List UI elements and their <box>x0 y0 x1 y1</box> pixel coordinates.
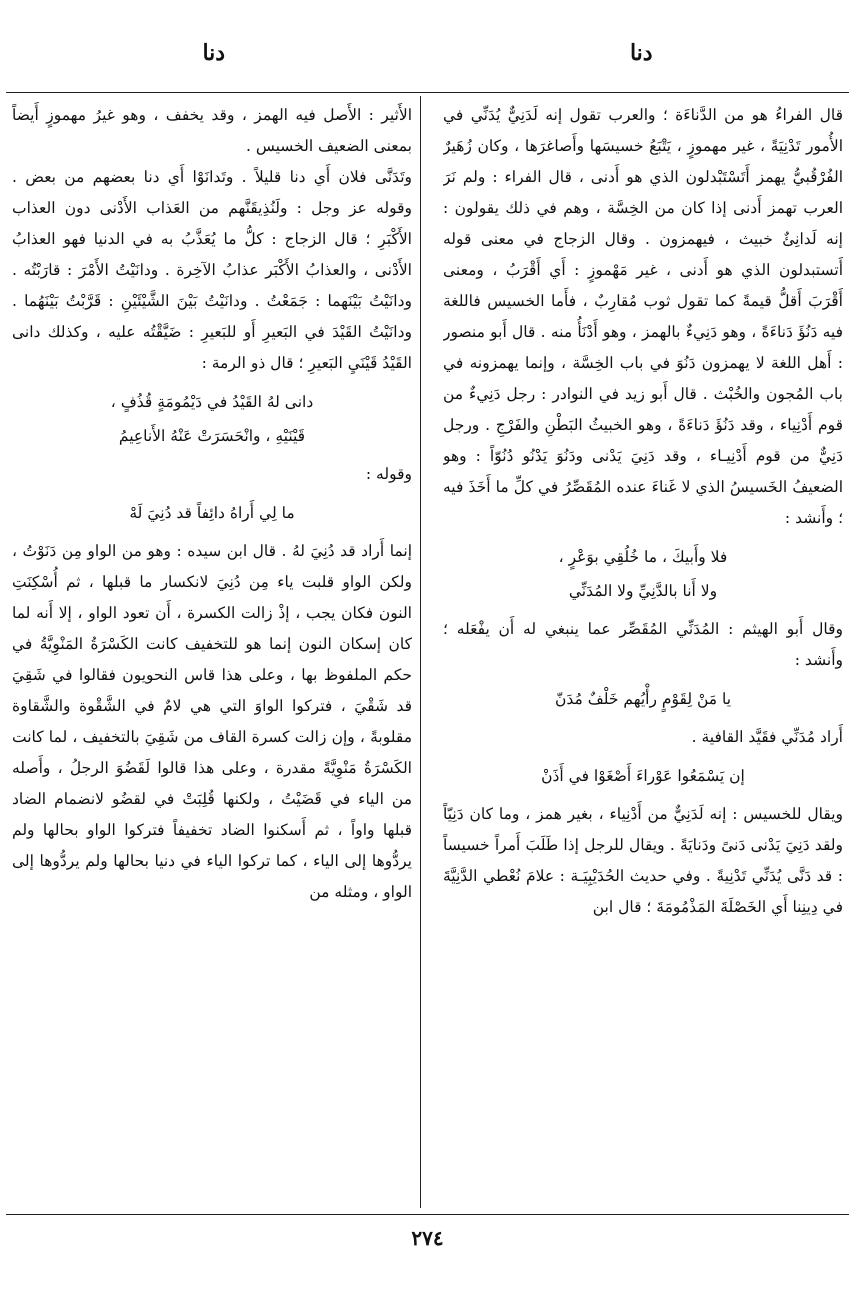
paragraph: ويقال للخسيس : إنه لَدَنِيٌّ من أَدْنِياء ، بغير همز ، وما كان دَنِيّاً ولقد دَنِيَ يَدْنى دَنىً ودَنايَةً . ويقال للرجل إذا طَلَبَ أَمراً خسيساً : قد دَنَّى يُدَنِّي تَدْنِيةً . وفي حديث الحُدَيْبِيَـة : علامَ نُعْطي الدَّنِيَّةَ في دِينِنا أَي الخَصْلَةَ المَذْمُومَةَ ؛ قال ابن <box>443 805 843 916</box>
verse-line: قَيْنَيْهِ ، وانْحَسَرَتْ عَنْهُ الأَناعِيمُ <box>118 427 306 445</box>
verse-line: إن يَسْمَعُوا عَوْراءَ أَصْغَوْا في أَذَنْ <box>541 767 745 785</box>
header-rule <box>6 92 849 93</box>
right-column <box>443 100 843 1206</box>
left-column <box>12 100 412 1206</box>
verse-line: دانى لهُ القَيْدُ في دَيْمُومَةٍ قُذُفٍ ، <box>110 393 314 411</box>
verse <box>443 540 843 608</box>
page-header <box>0 40 855 84</box>
paragraph: إنما أَراد قد دُنِيَ لهُ . قال ابن سيده : وهو من الواو مِن دَنَوْتُ ، ولكن الواو قلبت ياء مِن دُنِيَ لانكسار ما قبلها ، ثم أُسْكِنَتِ النون فكان يجب ، إذْ زالت الكسرة ، أَن تعود الواو ، إلا أَنه لما كان إسكان النون إنما هو للتخفيف كانت الكَسْرَةُ المَنْوِيَّةُ في حكم الملفوظ بها ، وعلى هذا قاس النحويون فقالوا في شَقِيَ قد شَقْيَ ، فتركوا الواوَ التي هي لامٌ في الشَّقْوة والشَّقاوة مقلوبةً ، وإن زالت كسرة القاف من شَقِيَ بالتخفيف ، لما كانت الكَسْرَةُ مَنْوِيَّةً مقدرة ، وعلى هذا قالوا لَقَضُوَ الرجلُ ، وأَصله من الياء في قَضَيْتُ ، ولكنها قُلِبَتْ في لقضُو لانضمام الضاد قبلها واواً ، ثم أَسكنوا الضاد تخفيفاً فتركوا الواو بحالها ولم يردُّوها إلى الياء ، كما تركوا الياء في دنيا بحالها ولم يردُّوها إلى الواو ، ومثله من <box>12 542 412 901</box>
verse <box>12 385 412 453</box>
verse <box>443 759 843 793</box>
footer-rule <box>6 1214 849 1215</box>
verse-line: يا مَنْ لِقَوْمٍ رأْيُهم خَلْفٌ مُدَنّ <box>554 690 732 708</box>
paragraph: وقال أَبو الهيثم : المُدَنِّي المُقَصِّر عما ينبغي له أَن يفْعَله ؛ وأَنشد : <box>443 620 843 669</box>
verse-line: فلا وأَبيكَ ، ما خُلُقِي بوَعْرٍ ، <box>558 548 728 566</box>
paragraph: وقوله : <box>365 465 412 483</box>
paragraph: وتَدَنَّى فلان أَي دنا قليلاً . وتَدانَوْا أَي دنا بعضهم من بعض . وقوله عز وجل : ولَنُذِيقَنَّهم من العَذاب الأَدْنى دون العذاب الأَكْبَرِ ؛ قال الزجاج : كلُّ ما يُعَذَّبُ به في الدنيا فهو العذابُ الأَدْنى ، والعذابُ الأَكْبَر عذابُ الآخِرة . ودانَيْتُ الأَمْرَ : قارَبْتُه . ودانَيْتُ بَيْنَهما : جَمَعْتُ . ودانَيْتُ بَيْنَ الشَّيْئَيْنِ : قَرَّبْتُ بَيْنَهُما . ودانَيْتُ القَيْدَ في البَعيرِ أَو للبَعيرِ : ضَيَّقْتُه عليه ، وكذلك دانى القَيْدُ قَيْنَيِ البَعيرِ ؛ قال ذو الرمة : <box>12 168 412 372</box>
paragraph: أَراد مُدَنِّي فقَيَّد القافية . <box>691 728 843 746</box>
right-headword: دنا <box>629 40 653 66</box>
verse-line: ما لِي أَراهُ دائِفاً قد دُنِيَ لَهْ <box>129 504 295 522</box>
verse <box>443 682 843 716</box>
left-headword: دنا <box>202 40 226 66</box>
page-number: ٢٧٤ <box>411 1226 444 1250</box>
verse <box>12 496 412 530</box>
paragraph: قال الفراءُ هو من الدَّناءَة ؛ والعرب تقول إنه لَدَنِيٌّ يُدَنِّي في الأُمور تَدْنِيَةً ، غير مهموزٍ ، يَتْبَعُ خسيسَها وأَصاغرَها ، وكان زُهَيرٌ الفُرْقُبيُّ يهمز أَتَسْتَبْدلون الذي هو أَدنى ، قال الفراء : ولم نَرَ العرب تهمز أَدنى إذا كان من الخِسَّة ، وهم في ذلك يقولون : إنه لَدانِئٌ خبيث ، فيهمزون . وقال الزجاج في معنى قوله أَتستبدلون الذي هو أَدنى ، غير مَهْموزٍ : أَي أَقْرَبُ ، ومعنى أَقْرَبَ أَقلُّ قيمةً كما تقول ثوب مُقارِبٌ ، فأَما الخسيس فاللغة فيه دَنُؤَ دَناءَةً ، وهو دَنِيءٌ بالهمز ، وهو أَدْنَأُ منه . قال أَبو منصور : أَهل اللغة لا يهمزون دَنُوَ في باب الخِسَّة ، وإنما يهمزونه في باب المُجون والخُبْث . قال أَبو زيد في النوادر : رجل دَنِيءٌ من قوم أَدْنِياء ، وقد دَنُؤَ دَناءَةً ، وهو الخبيثُ البَطْنِ والفَرْجِ . ورجل دَنِيٌّ من قوم أَدْنِيـاء ، وقد دَنِيَ يَدْنى ودَنُوَ يَدْنُو دُنُوّاً : وهو الضعيفُ الخَسيسُ الذي لا غَناءَ عنده المُقَصِّرُ في كلِّ ما أَخَذَ فيه ؛ وأَنشد : <box>443 106 843 527</box>
column-divider <box>420 96 421 1208</box>
paragraph: الأَثير : الأَصل فيه الهمز ، وقد يخفف ، وهو غيرُ مهموزٍ أَيضاً بمعنى الضعيف الخسيس . <box>12 106 412 155</box>
verse-line: ولا أَنا بالدَّنِيِّ ولا المُدَنِّي <box>568 582 718 600</box>
